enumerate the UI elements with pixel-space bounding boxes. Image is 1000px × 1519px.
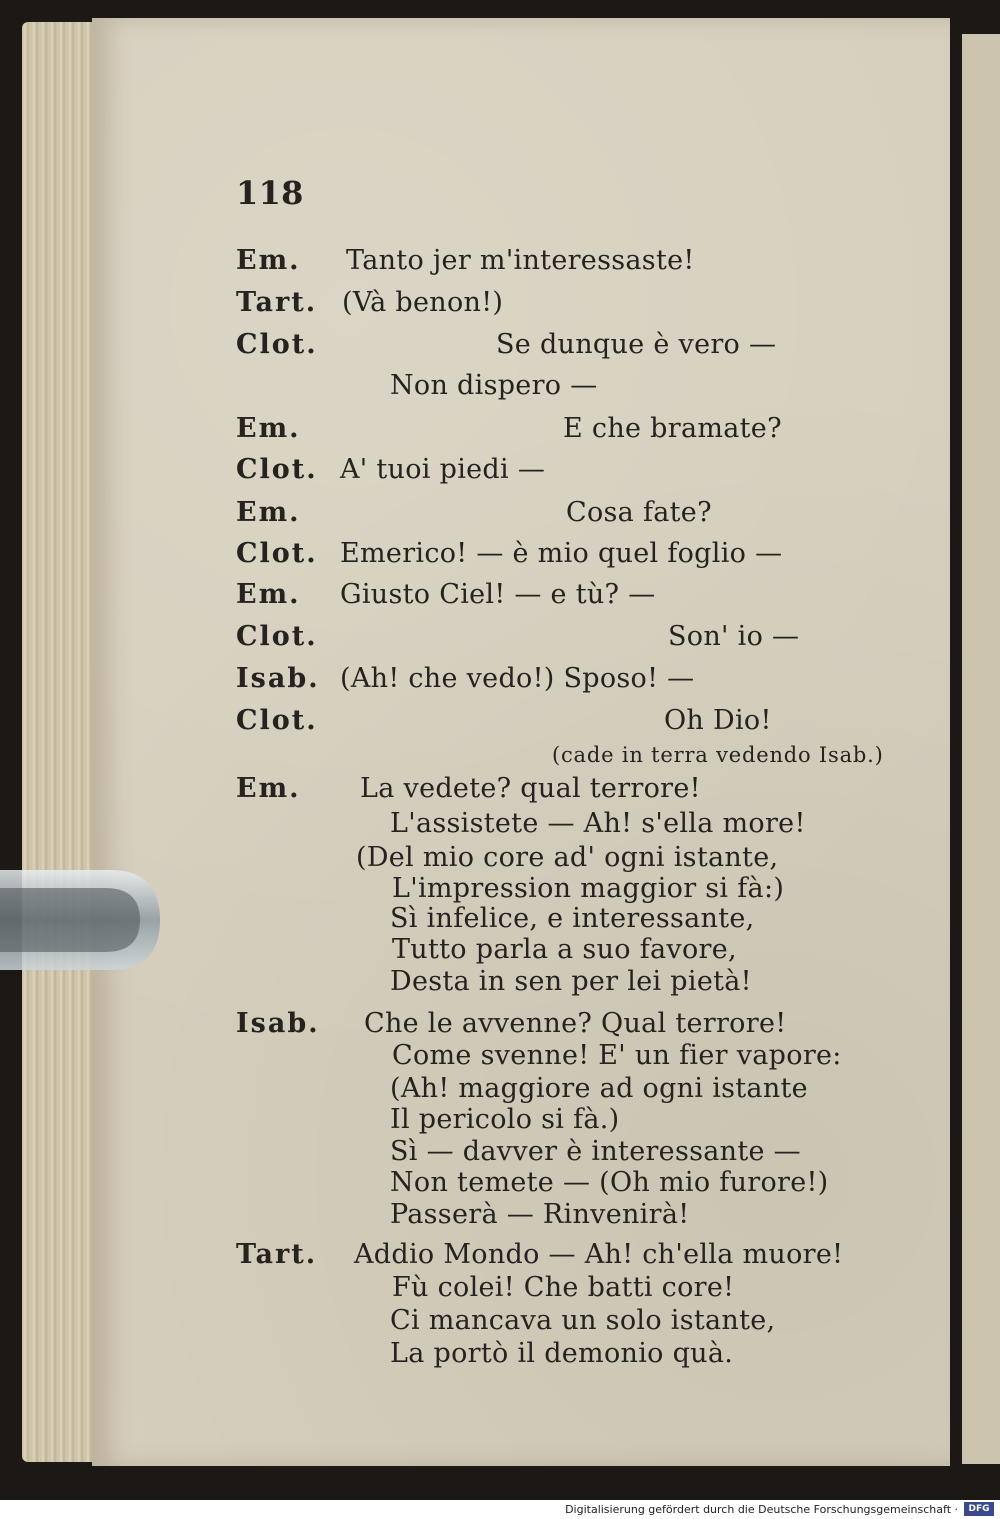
verse-line: Il pericolo si fà.) — [390, 1104, 620, 1135]
verse-line: Sì infelice, e interessante, — [390, 903, 755, 934]
dialogue-line: Non dispero — — [390, 370, 598, 401]
next-page-edge — [962, 34, 1000, 1464]
speaker-label: Tart. — [236, 1239, 318, 1270]
dialogue-line: Tanto jer m'interessaste! — [346, 245, 695, 276]
verse-line: L'assistete — Ah! s'ella more! — [390, 808, 806, 839]
speaker-label: Clot. — [236, 329, 318, 360]
speaker-label: Clot. — [236, 454, 318, 485]
stage-direction: (cade in terra vedendo Isab.) — [552, 743, 884, 767]
page-number: 118 — [236, 174, 304, 212]
speaker-label: Clot. — [236, 705, 318, 736]
verse-line: L'impression maggior si fà:) — [392, 873, 785, 904]
verse-line: Addio Mondo — Ah! ch'ella muore! — [354, 1239, 844, 1270]
dialogue-line: Emerico! — è mio quel foglio — — [340, 538, 783, 569]
verse-line: Fù colei! Che batti core! — [392, 1272, 735, 1303]
footer-bar — [0, 1500, 1000, 1519]
dfg-logo: DFG — [964, 1502, 994, 1516]
verse-line: La portò il demonio quà. — [390, 1338, 734, 1369]
verse-line: (Ah! maggiore ad ogni istante — [390, 1073, 808, 1104]
speaker-label: Em. — [236, 773, 301, 804]
speaker-label: Isab. — [236, 663, 320, 694]
dialogue-line: Giusto Ciel! — e tù? — — [340, 579, 656, 610]
speaker-label: Tart. — [236, 287, 318, 318]
dialogue-line: Son' io — — [668, 621, 800, 652]
verse-line: Come svenne! E' un fier vapore: — [392, 1040, 842, 1071]
speaker-label: Em. — [236, 497, 301, 528]
speaker-label: Isab. — [236, 1008, 320, 1039]
verse-line: Sì — davver è interessante — — [390, 1136, 801, 1167]
verse-line: La vedete? qual terrore! — [360, 773, 701, 804]
speaker-label: Clot. — [236, 538, 318, 569]
dialogue-line: Cosa fate? — [566, 497, 712, 528]
dialogue-line: (Và benon!) — [342, 287, 504, 318]
dialogue-line: E che bramate? — [563, 413, 782, 444]
verse-line: Tutto parla a suo favore, — [392, 934, 737, 965]
verse-line: Desta in sen per lei pietà! — [390, 966, 752, 997]
speaker-label: Em. — [236, 579, 301, 610]
dialogue-line: A' tuoi piedi — — [340, 454, 546, 485]
page-clip-icon — [0, 866, 160, 974]
verse-line: Ci mancava un solo istante, — [390, 1305, 776, 1336]
speaker-label: Clot. — [236, 621, 318, 652]
dialogue-line: Oh Dio! — [664, 705, 772, 736]
verse-line: Che le avvenne? Qual terrore! — [364, 1008, 787, 1039]
speaker-label: Em. — [236, 413, 301, 444]
dialogue-line: (Ah! che vedo!) Sposo! — — [340, 663, 695, 694]
footer-credit: Digitalisierung gefördert durch die Deutsche Forschungsgemeinschaft · — [565, 1503, 958, 1516]
verse-line: Non temete — (Oh mio furore!) — [390, 1167, 829, 1198]
verse-line: (Del mio core ad' ogni istante, — [356, 842, 779, 873]
speaker-label: Em. — [236, 245, 301, 276]
dialogue-line: Se dunque è vero — — [496, 329, 777, 360]
verse-line: Passerà — Rinvenirà! — [390, 1199, 690, 1230]
